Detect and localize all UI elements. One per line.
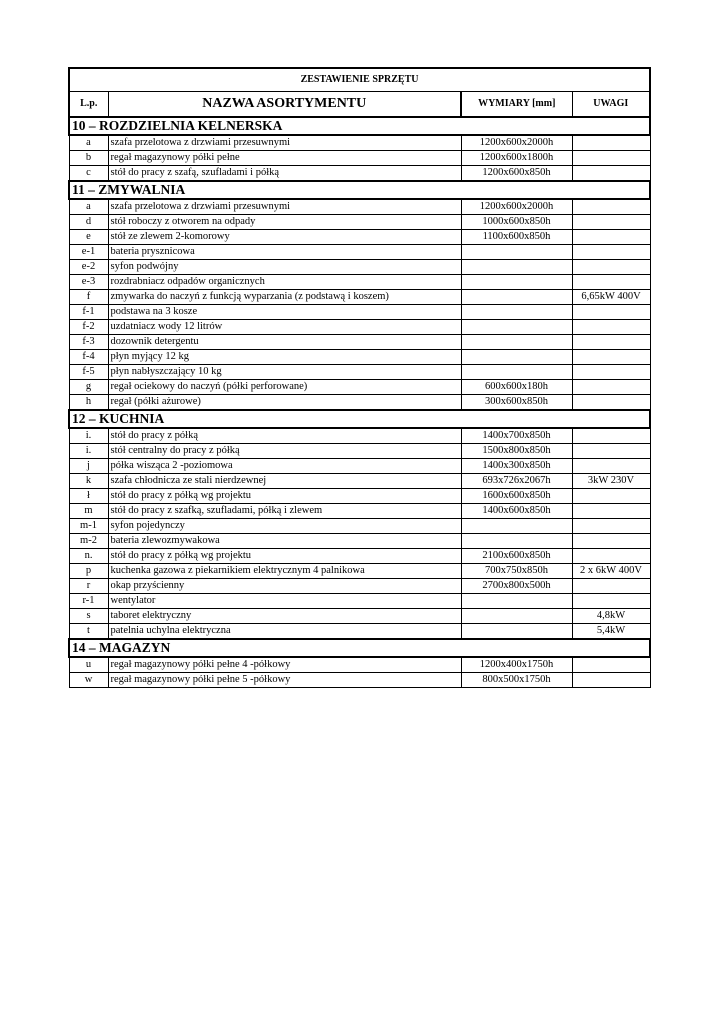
row-dimensions: [461, 534, 572, 549]
row-dimensions: 1400x600x850h: [461, 504, 572, 519]
row-dimensions: [461, 290, 572, 305]
section-row: [69, 117, 650, 135]
table-row: [69, 335, 650, 350]
row-notes: [572, 428, 650, 444]
table-row: [69, 245, 650, 260]
table-row: [69, 290, 650, 305]
row-notes: [572, 230, 650, 245]
header-lp: L.p.: [69, 92, 108, 118]
table-row: [69, 320, 650, 335]
row-name: szafa przelotowa z drzwiami przesuwnymi: [108, 199, 461, 215]
row-notes: [572, 305, 650, 320]
row-lp: r: [69, 579, 108, 594]
row-lp: g: [69, 380, 108, 395]
table-row: [69, 230, 650, 245]
row-dimensions: 600x600x180h: [461, 380, 572, 395]
row-notes: [572, 260, 650, 275]
row-dimensions: [461, 275, 572, 290]
header-notes: UWAGI: [572, 92, 650, 118]
row-lp: b: [69, 151, 108, 166]
table-row: [69, 489, 650, 504]
row-name: regał magazynowy półki pełne: [108, 151, 461, 166]
row-lp: f-5: [69, 365, 108, 380]
row-dimensions: 1500x800x850h: [461, 444, 572, 459]
header-dims: WYMIARY [mm]: [461, 92, 572, 118]
section-title: 11 – ZMYWALNIA: [69, 181, 650, 199]
row-name: uzdatniacz wody 12 litrów: [108, 320, 461, 335]
row-name: rozdrabniacz odpadów organicznych: [108, 275, 461, 290]
row-lp: i.: [69, 428, 108, 444]
row-lp: t: [69, 624, 108, 640]
row-lp: i.: [69, 444, 108, 459]
row-name: płyn myjący 12 kg: [108, 350, 461, 365]
row-dimensions: [461, 260, 572, 275]
row-dimensions: 800x500x1750h: [461, 673, 572, 688]
table-row: [69, 350, 650, 365]
table-row: [69, 519, 650, 534]
table-row: [69, 459, 650, 474]
row-name: stół do pracy z półką wg projektu: [108, 489, 461, 504]
row-lp: j: [69, 459, 108, 474]
row-lp: w: [69, 673, 108, 688]
table-row: [69, 504, 650, 519]
section-row: [69, 181, 650, 199]
row-name: regał magazynowy półki pełne 4 -półkowy: [108, 657, 461, 673]
table-row: [69, 365, 650, 380]
row-lp: a: [69, 135, 108, 151]
row-dimensions: 1400x300x850h: [461, 459, 572, 474]
row-lp: n.: [69, 549, 108, 564]
table-row: [69, 549, 650, 564]
row-dimensions: 1600x600x850h: [461, 489, 572, 504]
row-lp: f: [69, 290, 108, 305]
table-row: [69, 275, 650, 290]
table-row: [69, 609, 650, 624]
row-name: półka wisząca 2 -poziomowa: [108, 459, 461, 474]
row-name: stół do pracy z szafką, szufladami, półką i zlewem: [108, 504, 461, 519]
row-name: stół centralny do pracy z półką: [108, 444, 461, 459]
row-notes: [572, 166, 650, 182]
row-lp: p: [69, 564, 108, 579]
row-notes: [572, 320, 650, 335]
row-notes: [572, 275, 650, 290]
table-title: ZESTAWIENIE SPRZĘTU: [69, 68, 650, 92]
row-lp: r-1: [69, 594, 108, 609]
table-row: [69, 260, 650, 275]
row-name: taboret elektryczny: [108, 609, 461, 624]
row-notes: [572, 673, 650, 688]
row-name: regał magazynowy półki pełne 5 -półkowy: [108, 673, 461, 688]
table-row: [69, 579, 650, 594]
row-dimensions: 1100x600x850h: [461, 230, 572, 245]
row-notes: 5,4kW: [572, 624, 650, 640]
row-name: wentylator: [108, 594, 461, 609]
table-row: [69, 474, 650, 489]
row-notes: 4,8kW: [572, 609, 650, 624]
row-lp: c: [69, 166, 108, 182]
row-notes: [572, 444, 650, 459]
table-row: [69, 199, 650, 215]
row-name: syfon pojedynczy: [108, 519, 461, 534]
row-notes: 3kW 230V: [572, 474, 650, 489]
row-dimensions: [461, 245, 572, 260]
row-name: płyn nabłyszczający 10 kg: [108, 365, 461, 380]
table-row: [69, 395, 650, 411]
row-lp: m-2: [69, 534, 108, 549]
row-lp: k: [69, 474, 108, 489]
row-name: regał (półki ażurowe): [108, 395, 461, 411]
section-row: [69, 639, 650, 657]
row-lp: f-1: [69, 305, 108, 320]
row-name: stół do pracy z półką: [108, 428, 461, 444]
section-title: 10 – ROZDZIELNIA KELNERSKA: [69, 117, 650, 135]
row-dimensions: 1000x600x850h: [461, 215, 572, 230]
row-notes: [572, 504, 650, 519]
row-dimensions: 700x750x850h: [461, 564, 572, 579]
row-name: stół ze zlewem 2-komorowy: [108, 230, 461, 245]
section-row: [69, 410, 650, 428]
row-lp: ł: [69, 489, 108, 504]
row-notes: [572, 534, 650, 549]
row-name: bateria prysznicowa: [108, 245, 461, 260]
row-lp: h: [69, 395, 108, 411]
row-dimensions: [461, 320, 572, 335]
row-dimensions: [461, 609, 572, 624]
row-lp: f-4: [69, 350, 108, 365]
table-title-row: [69, 68, 650, 92]
row-dimensions: 1400x700x850h: [461, 428, 572, 444]
row-notes: [572, 199, 650, 215]
row-name: szafa przelotowa z drzwiami przesuwnymi: [108, 135, 461, 151]
table-row: [69, 135, 650, 151]
row-dimensions: 693x726x2067h: [461, 474, 572, 489]
row-notes: [572, 489, 650, 504]
row-notes: [572, 215, 650, 230]
row-notes: [572, 594, 650, 609]
section-title: 12 – KUCHNIA: [69, 410, 650, 428]
row-dimensions: 2100x600x850h: [461, 549, 572, 564]
row-lp: e-3: [69, 275, 108, 290]
row-name: kuchenka gazowa z piekarnikiem elektrycznym 4 palnikowa: [108, 564, 461, 579]
row-notes: [572, 380, 650, 395]
table-row: [69, 380, 650, 395]
row-lp: f-3: [69, 335, 108, 350]
table-row: [69, 657, 650, 673]
row-notes: 6,65kW 400V: [572, 290, 650, 305]
row-name: stół roboczy z otworem na odpady: [108, 215, 461, 230]
row-name: stół do pracy z półką wg projektu: [108, 549, 461, 564]
row-notes: [572, 549, 650, 564]
row-notes: [572, 335, 650, 350]
row-dimensions: [461, 305, 572, 320]
row-notes: 2 x 6kW 400V: [572, 564, 650, 579]
row-notes: [572, 151, 650, 166]
row-dimensions: 1200x400x1750h: [461, 657, 572, 673]
table-row: [69, 444, 650, 459]
table-row: [69, 428, 650, 444]
row-name: szafa chłodnicza ze stali nierdzewnej: [108, 474, 461, 489]
row-name: zmywarka do naczyń z funkcją wyparzania (z podstawą i koszem): [108, 290, 461, 305]
row-name: dozownik detergentu: [108, 335, 461, 350]
row-dimensions: 1200x600x850h: [461, 166, 572, 182]
row-notes: [572, 459, 650, 474]
row-dimensions: [461, 350, 572, 365]
row-notes: [572, 365, 650, 380]
row-notes: [572, 245, 650, 260]
row-notes: [572, 135, 650, 151]
row-dimensions: 2700x800x500h: [461, 579, 572, 594]
row-dimensions: [461, 594, 572, 609]
row-name: stół do pracy z szafą, szufladami i półką: [108, 166, 461, 182]
row-notes: [572, 579, 650, 594]
table-row: [69, 305, 650, 320]
row-notes: [572, 519, 650, 534]
row-dimensions: 1200x600x1800h: [461, 151, 572, 166]
table-row: [69, 624, 650, 640]
row-lp: e-1: [69, 245, 108, 260]
header-name: NAZWA ASORTYMENTU: [108, 92, 461, 118]
equipment-table-body: [69, 68, 650, 688]
row-notes: [572, 350, 650, 365]
row-lp: u: [69, 657, 108, 673]
table-row: [69, 673, 650, 688]
row-dimensions: 1200x600x2000h: [461, 199, 572, 215]
row-dimensions: [461, 624, 572, 640]
row-dimensions: [461, 365, 572, 380]
section-title: 14 – MAGAZYN: [69, 639, 650, 657]
row-notes: [572, 395, 650, 411]
row-name: bateria zlewozmywakowa: [108, 534, 461, 549]
equipment-table: [68, 67, 651, 688]
table-row: [69, 166, 650, 182]
row-notes: [572, 657, 650, 673]
row-lp: m-1: [69, 519, 108, 534]
table-row: [69, 151, 650, 166]
row-dimensions: [461, 519, 572, 534]
table-row: [69, 594, 650, 609]
row-name: podstawa na 3 kosze: [108, 305, 461, 320]
row-name: patelnia uchylna elektryczna: [108, 624, 461, 640]
row-dimensions: 1200x600x2000h: [461, 135, 572, 151]
row-name: regał ociekowy do naczyń (półki perforowane): [108, 380, 461, 395]
table-row: [69, 215, 650, 230]
row-lp: s: [69, 609, 108, 624]
table-row: [69, 534, 650, 549]
row-lp: a: [69, 199, 108, 215]
row-dimensions: 300x600x850h: [461, 395, 572, 411]
row-lp: e: [69, 230, 108, 245]
row-lp: e-2: [69, 260, 108, 275]
row-lp: f-2: [69, 320, 108, 335]
row-name: okap przyścienny: [108, 579, 461, 594]
table-row: [69, 564, 650, 579]
header-row: [69, 92, 650, 118]
row-dimensions: [461, 335, 572, 350]
row-lp: m: [69, 504, 108, 519]
row-name: syfon podwójny: [108, 260, 461, 275]
row-lp: d: [69, 215, 108, 230]
